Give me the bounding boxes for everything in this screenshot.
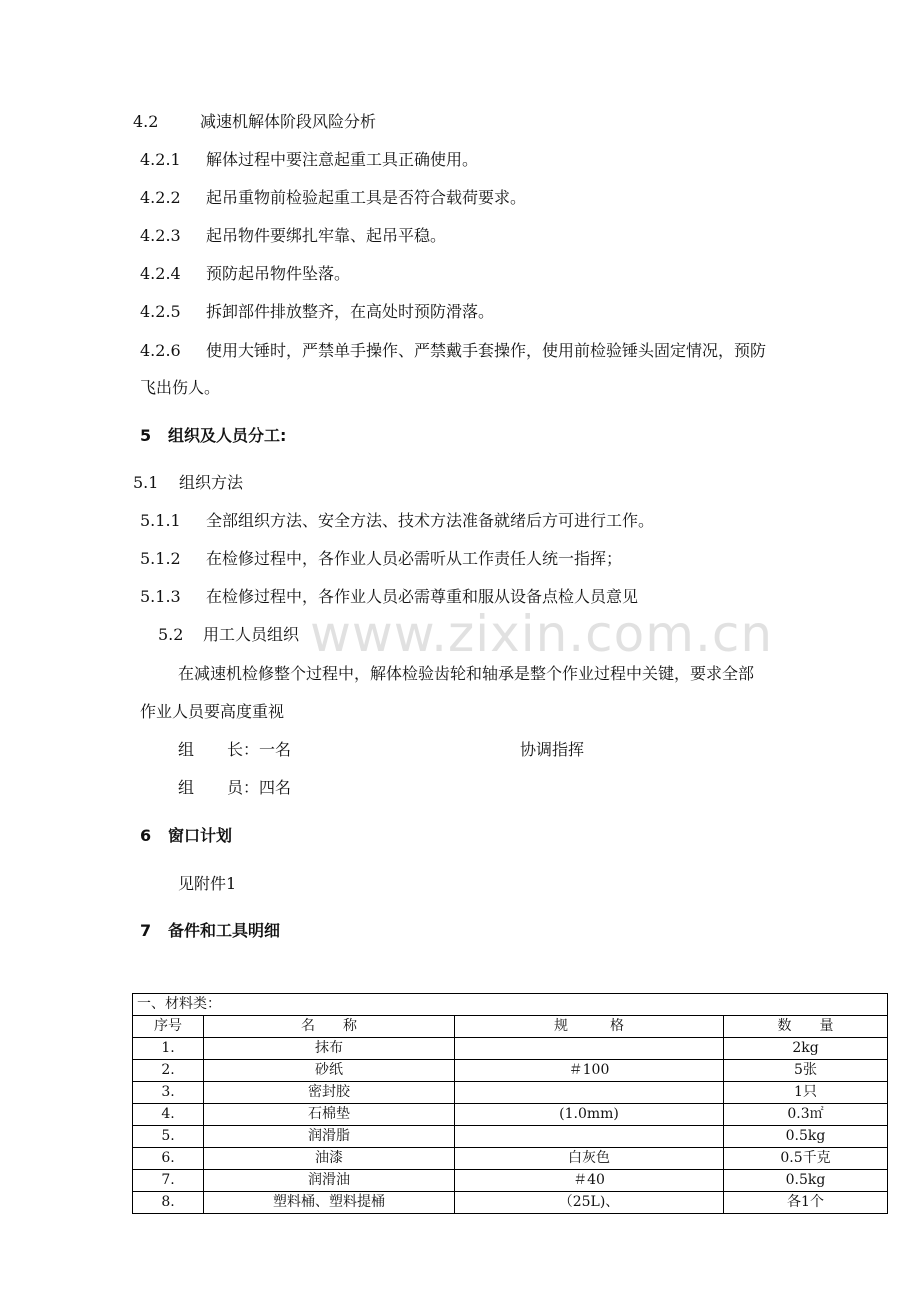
member-label-a: 组 xyxy=(178,778,195,797)
cell-spec: ＃40 xyxy=(455,1170,724,1192)
cell-name: 润滑脂 xyxy=(204,1126,455,1148)
heading-text: 组织及人员分工: xyxy=(168,426,287,445)
section-number: 5.1 xyxy=(133,473,159,492)
table-row xyxy=(133,1126,888,1148)
leader-label-b: 长：一名 xyxy=(227,740,292,759)
cell-name: 密封胶 xyxy=(204,1082,455,1104)
item-text: 起吊重物前检验起重工具是否符合载荷要求。 xyxy=(206,188,527,207)
heading-number: 7 xyxy=(140,921,152,940)
cell-spec: 白灰色 xyxy=(455,1148,724,1170)
section-number: 5.2 xyxy=(158,625,184,644)
cell-index: 7. xyxy=(133,1170,204,1192)
cell-index: 6. xyxy=(133,1148,204,1170)
staffing-paragraph-continuation: 作业人员要高度重视 xyxy=(140,702,285,721)
cell-spec: （25L)、 xyxy=(455,1192,724,1214)
cell-index: 1. xyxy=(133,1038,204,1060)
cell-spec: ＃100 xyxy=(455,1060,724,1082)
table-row xyxy=(133,1082,888,1104)
item-4-2-5 xyxy=(140,301,494,323)
item-text: 在检修过程中，各作业人员必需尊重和服从设备点检人员意见 xyxy=(206,587,639,606)
item-number: 4.2.5 xyxy=(140,302,181,321)
heading-number: 6 xyxy=(140,826,152,845)
column-header-name: 名 称 xyxy=(204,1016,455,1038)
cell-name: 抹布 xyxy=(204,1038,455,1060)
section-7-heading xyxy=(140,920,280,942)
item-number: 4.2.2 xyxy=(140,188,181,207)
item-number: 4.2.1 xyxy=(140,150,181,169)
cell-name: 塑料桶、塑料提桶 xyxy=(204,1192,455,1214)
cell-quantity: 各1个 xyxy=(724,1192,888,1214)
leader-label-a: 组 xyxy=(178,740,195,759)
item-number: 5.1.1 xyxy=(140,511,181,530)
cell-index: 5. xyxy=(133,1126,204,1148)
cell-quantity: 2kg xyxy=(724,1038,888,1060)
item-number: 5.1.2 xyxy=(140,549,181,568)
table-row xyxy=(133,1170,888,1192)
item-text: 使用大锤时，严禁单手操作、严禁戴手套操作，使用前检验锤头固定情况，预防 xyxy=(206,341,767,360)
item-4-2-6 xyxy=(140,340,766,362)
cell-quantity: 0.5kg xyxy=(724,1170,888,1192)
cell-quantity: 5张 xyxy=(724,1060,888,1082)
table-row xyxy=(133,1148,888,1170)
item-number: 4.2.4 xyxy=(140,264,181,283)
section-5-heading xyxy=(140,425,286,447)
item-text: 预防起吊物件坠落。 xyxy=(206,264,351,283)
section-6-body: 见附件1 xyxy=(178,874,237,893)
section-5-2-title xyxy=(158,624,299,646)
heading-number: 5 xyxy=(140,426,152,445)
item-4-2-2 xyxy=(140,187,526,209)
cell-name: 砂纸 xyxy=(204,1060,455,1082)
section-6-heading xyxy=(140,825,232,847)
heading-text: 备件和工具明细 xyxy=(168,921,281,940)
item-text: 在检修过程中，各作业人员必需听从工作责任人统一指挥； xyxy=(206,549,623,568)
section-number: 4.2 xyxy=(133,112,159,131)
item-number: 5.1.3 xyxy=(140,587,181,606)
column-header-index: 序号 xyxy=(133,1016,204,1038)
heading-text: 窗口计划 xyxy=(168,826,233,845)
item-number: 4.2.3 xyxy=(140,226,181,245)
cell-spec xyxy=(455,1082,724,1104)
cell-name: 石棉垫 xyxy=(204,1104,455,1126)
item-text: 解体过程中要注意起重工具正确使用。 xyxy=(206,150,479,169)
section-title: 组织方法 xyxy=(179,473,244,492)
table-caption: 一、材料类： xyxy=(133,994,888,1016)
cell-spec xyxy=(455,1038,724,1060)
cell-index: 4. xyxy=(133,1104,204,1126)
staffing-paragraph: 在减速机检修整个过程中，解体检验齿轮和轴承是整个作业过程中关键，要求全部 xyxy=(178,664,755,683)
section-5-1-title xyxy=(133,472,243,494)
cell-index: 8. xyxy=(133,1192,204,1214)
item-text: 起吊物件要绑扎牢靠、起吊平稳。 xyxy=(206,226,447,245)
column-header-quantity: 数 量 xyxy=(724,1016,888,1038)
member-label-b: 员：四名 xyxy=(227,778,292,797)
item-number: 4.2.6 xyxy=(140,341,181,360)
item-4-2-3 xyxy=(140,225,446,247)
cell-name: 润滑油 xyxy=(204,1170,455,1192)
column-header-spec: 规 格 xyxy=(455,1016,724,1038)
leader-line xyxy=(178,739,584,761)
cell-spec xyxy=(455,1126,724,1148)
table-row xyxy=(133,1060,888,1082)
item-4-2-4 xyxy=(140,263,350,285)
cell-quantity: 0.5千克 xyxy=(724,1148,888,1170)
watermark: www.zixin.com.cn xyxy=(310,605,774,663)
item-text: 全部组织方法、安全方法、技术方法准备就绪后方可进行工作。 xyxy=(206,511,655,530)
materials-table xyxy=(132,993,888,1214)
cell-name: 油漆 xyxy=(204,1148,455,1170)
cell-index: 3. xyxy=(133,1082,204,1104)
table-caption-row xyxy=(133,994,888,1016)
item-4-2-1 xyxy=(140,149,478,171)
item-5-1-2 xyxy=(140,548,622,570)
table-row xyxy=(133,1038,888,1060)
item-4-2-6-continuation: 飞出伤人。 xyxy=(140,378,221,397)
section-title: 减速机解体阶段风险分析 xyxy=(200,112,377,131)
cell-index: 2. xyxy=(133,1060,204,1082)
leader-role: 协调指挥 xyxy=(520,740,585,759)
section-4-2-title xyxy=(133,111,376,133)
table-row xyxy=(133,1192,888,1214)
item-5-1-1 xyxy=(140,510,654,532)
cell-quantity: 0.3㎡ xyxy=(724,1104,888,1126)
cell-quantity: 1只 xyxy=(724,1082,888,1104)
table-header-row xyxy=(133,1016,888,1038)
cell-quantity: 0.5kg xyxy=(724,1126,888,1148)
item-text: 拆卸部件排放整齐，在高处时预防滑落。 xyxy=(206,302,495,321)
table-row xyxy=(133,1104,888,1126)
cell-spec: (1.0mm) xyxy=(455,1104,724,1126)
member-line xyxy=(178,777,291,799)
section-title: 用工人员组织 xyxy=(203,625,300,644)
